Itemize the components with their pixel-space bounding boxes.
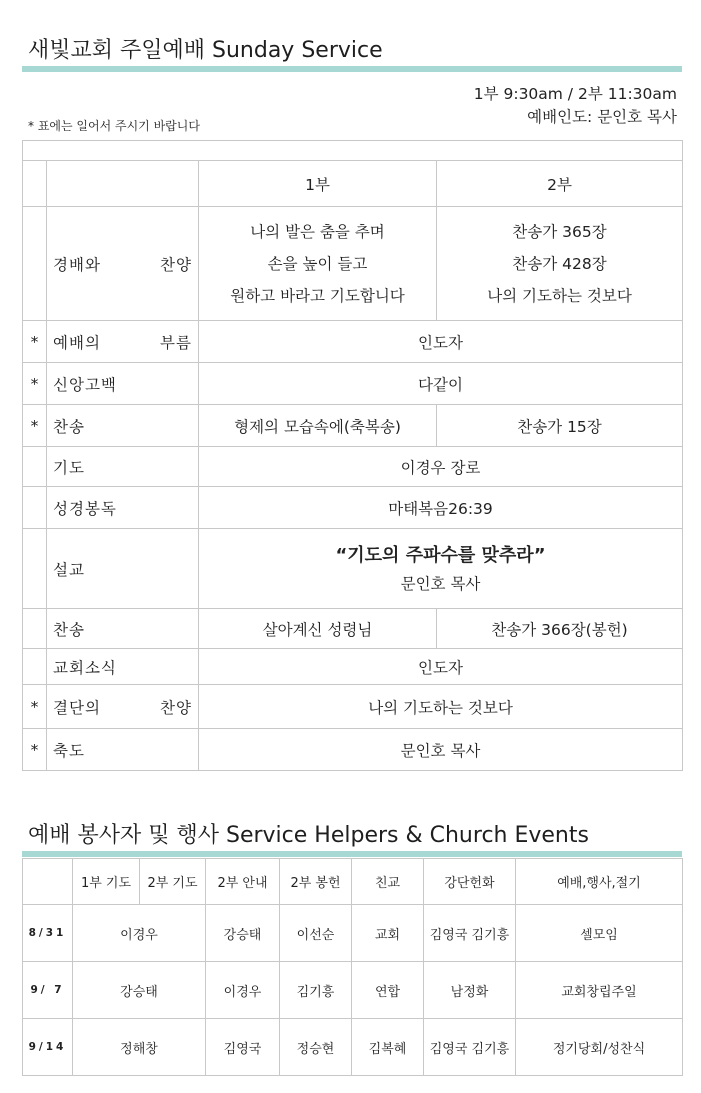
row-prayer: 이경우	[73, 905, 206, 962]
scripture-value: 마태복음26:39	[199, 487, 683, 529]
standing-note: * 표에는 일어서 주시기 바랍니다	[28, 119, 200, 133]
row-fellowship: 연합	[352, 962, 424, 1019]
title-divider	[22, 66, 682, 72]
row-scripture	[23, 487, 683, 529]
decision-value: 나의 기도하는 것보다	[199, 685, 683, 729]
worship-first-song: 나의 발은 춤을 추며	[250, 222, 385, 241]
worship-leader: 예배인도: 문인호 목사	[527, 108, 677, 126]
label-sermon: 설교	[53, 560, 85, 579]
row-sermon	[23, 529, 683, 609]
label-decision: 결단의 찬양	[53, 698, 192, 717]
row-flowers: 남정화	[424, 962, 516, 1019]
label-hymn: 찬송	[53, 620, 85, 639]
header-row	[23, 161, 683, 207]
empty-cell	[23, 649, 47, 685]
header-fellowship: 친교	[352, 859, 424, 905]
label-creed: 신앙고백	[53, 375, 117, 394]
label-worship: 경배와 찬양	[53, 255, 192, 274]
call-value: 인도자	[199, 321, 683, 363]
row-prayer: 정해창	[73, 1019, 206, 1076]
row-announcements	[23, 649, 683, 685]
worship-second-song: 찬송가 428장	[512, 254, 607, 273]
label-cell	[47, 321, 199, 363]
empty-cell	[23, 609, 47, 649]
label-cell	[47, 447, 199, 487]
hymn1-second: 찬송가 15장	[437, 405, 683, 447]
row-fellowship: 교회	[352, 905, 424, 962]
row-offering: 정승현	[280, 1019, 352, 1076]
empty-cell	[47, 161, 199, 207]
row-event: 셀모임	[516, 905, 683, 962]
label-cell	[47, 207, 199, 321]
empty-cell	[23, 487, 47, 529]
header-second-guide: 2부 안내	[206, 859, 280, 905]
label-cell	[47, 649, 199, 685]
prayer-value: 이경우 장로	[199, 447, 683, 487]
standing-marker: *	[23, 363, 47, 405]
benediction-value: 문인호 목사	[199, 729, 683, 771]
row-benediction	[23, 729, 683, 771]
table-spacer-row	[23, 141, 683, 161]
row-event: 교회창립주일	[516, 962, 683, 1019]
standing-marker: *	[23, 729, 47, 771]
label-cell	[47, 685, 199, 729]
service-order-table	[22, 140, 683, 771]
row-guide: 김영국	[206, 1019, 280, 1076]
page-title: 새빛교회 주일예배 Sunday Service	[28, 38, 383, 63]
table-row	[23, 962, 683, 1019]
row-hymn-1	[23, 405, 683, 447]
worship-first-song: 원하고 바라고 기도합니다	[230, 286, 405, 305]
row-call-to-worship	[23, 321, 683, 363]
row-hymn-2	[23, 609, 683, 649]
hymn2-second: 찬송가 366장(봉헌)	[437, 609, 683, 649]
row-offering: 김기흥	[280, 962, 352, 1019]
sermon-title: “기도의 주파수를 맞추라”	[335, 544, 546, 566]
row-event: 정기당회/성찬식	[516, 1019, 683, 1076]
row-date: 9/14	[23, 1019, 73, 1076]
header-second-prayer: 2부 기도	[140, 859, 206, 905]
row-prayer: 강승태	[73, 962, 206, 1019]
label-cell	[47, 405, 199, 447]
empty-cell	[23, 447, 47, 487]
service-times: 1부 9:30am / 2부 11:30am	[473, 85, 677, 103]
table-row	[23, 1019, 683, 1076]
row-offering: 이선순	[280, 905, 352, 962]
row-decision-song	[23, 685, 683, 729]
worship-second-song: 찬송가 365장	[512, 222, 607, 241]
spacer-cell	[23, 141, 683, 161]
label-benediction: 축도	[53, 741, 85, 760]
label-cell	[47, 363, 199, 405]
label-cell	[47, 609, 199, 649]
standing-marker: *	[23, 685, 47, 729]
header-events: 예배,행사,절기	[516, 859, 683, 905]
row-date: 8/31	[23, 905, 73, 962]
worship-first-cell	[199, 207, 437, 321]
empty-cell	[23, 207, 47, 321]
worship-second-song: 나의 기도하는 것보다	[487, 286, 632, 305]
creed-value: 다같이	[199, 363, 683, 405]
row-flowers: 김영국 김기흥	[424, 1019, 516, 1076]
helpers-table	[22, 858, 683, 1076]
label-cell	[47, 729, 199, 771]
table-row	[23, 905, 683, 962]
empty-cell	[23, 529, 47, 609]
row-guide: 이경우	[206, 962, 280, 1019]
second-service-header: 2부	[437, 161, 683, 207]
standing-marker: *	[23, 321, 47, 363]
first-service-header: 1부	[199, 161, 437, 207]
helpers-header-row	[23, 859, 683, 905]
sermon-pastor: 문인호 목사	[400, 574, 481, 593]
row-prayer	[23, 447, 683, 487]
label-scripture: 성경봉독	[53, 499, 117, 518]
sermon-cell	[199, 529, 683, 609]
worship-second-cell	[437, 207, 683, 321]
hymn2-first: 살아계신 성령님	[199, 609, 437, 649]
label-call: 예배의 부름	[53, 333, 192, 352]
announcements-value: 인도자	[199, 649, 683, 685]
row-flowers: 김영국 김기흥	[424, 905, 516, 962]
label-cell	[47, 487, 199, 529]
header-altar-flowers: 강단헌화	[424, 859, 516, 905]
label-cell	[47, 529, 199, 609]
row-date: 9/ 7	[23, 962, 73, 1019]
empty-cell	[23, 859, 73, 905]
header-first-prayer: 1부 기도	[73, 859, 140, 905]
worship-first-song: 손을 높이 들고	[267, 254, 368, 273]
label-announcements: 교회소식	[53, 658, 117, 677]
row-fellowship: 김복혜	[352, 1019, 424, 1076]
row-worship	[23, 207, 683, 321]
row-guide: 강승태	[206, 905, 280, 962]
hymn1-first: 형제의 모습속에(축복송)	[199, 405, 437, 447]
label-hymn: 찬송	[53, 417, 85, 436]
empty-cell	[23, 161, 47, 207]
label-prayer: 기도	[53, 458, 85, 477]
helpers-title: 예배 봉사자 및 행사 Service Helpers & Church Events	[28, 823, 589, 848]
helpers-divider	[22, 851, 682, 857]
row-creed	[23, 363, 683, 405]
header-second-offering: 2부 봉헌	[280, 859, 352, 905]
standing-marker: *	[23, 405, 47, 447]
